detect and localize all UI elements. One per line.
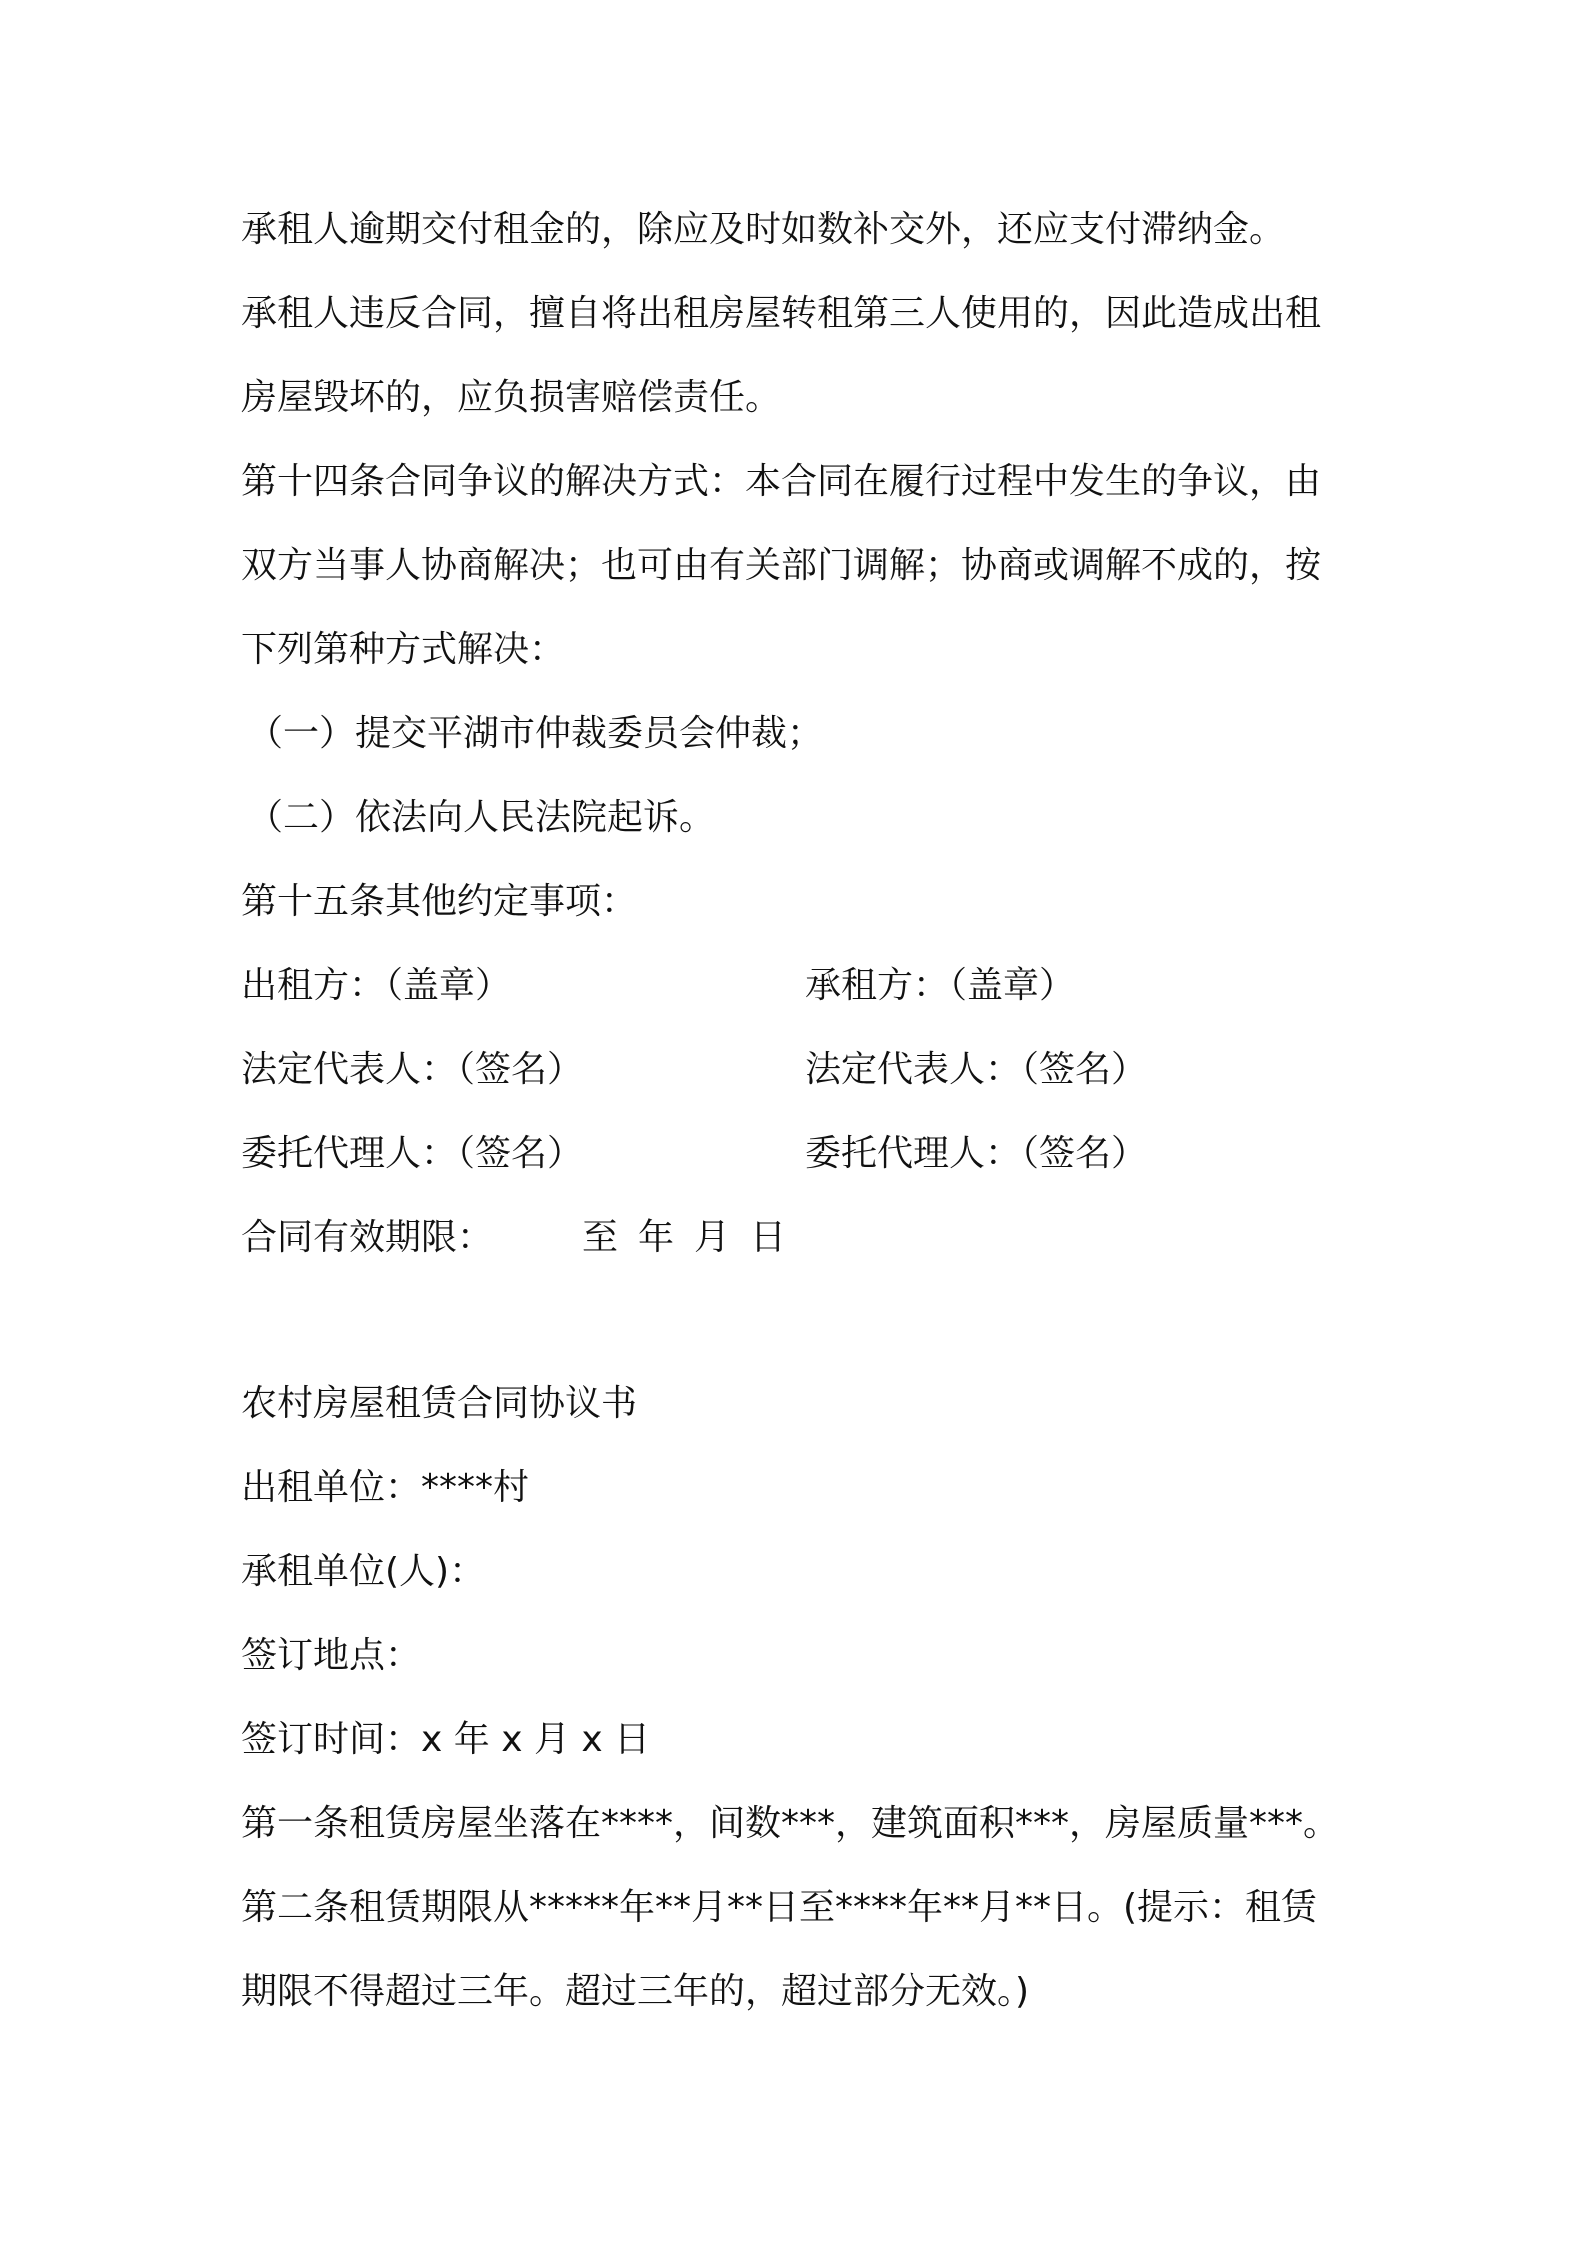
validity-day: 日 xyxy=(750,1217,787,1258)
article-15: 第十五条其他约定事项： xyxy=(241,881,638,922)
lessor-unit: 出租单位：****村 xyxy=(241,1467,530,1508)
article-2-line1: 第二条租赁期限从*****年**月**日至****年**月**日。(提示：租赁 xyxy=(241,1887,1318,1928)
validity-to: 至 xyxy=(582,1217,619,1258)
lessor-representative-label: 法定代表人：（签名） xyxy=(241,1049,584,1090)
option-arbitration: （一）提交平湖市仲裁委员会仲裁； xyxy=(247,713,824,754)
signing-time: 签订时间：x 年 x 月 x 日 xyxy=(241,1719,651,1760)
lessor-agent-label: 委托代理人：（签名） xyxy=(241,1133,584,1174)
validity-month: 月 xyxy=(694,1217,731,1258)
paragraph-sublease-line1: 承租人违反合同，擅自将出租房屋转租第三人使用的，因此造成出租 xyxy=(241,293,1322,334)
lessee-seal-label: 承租方：（盖章） xyxy=(805,965,1076,1006)
article-14-line3: 下列第种方式解决： xyxy=(241,629,566,670)
article-14-line1: 第十四条合同争议的解决方式：本合同在履行过程中发生的争议，由 xyxy=(241,461,1322,502)
article-1: 第一条租赁房屋坐落在****，间数***，建筑面积***，房屋质量***。 xyxy=(241,1803,1340,1844)
paragraph-sublease-line2: 房屋毁坏的，应负损害赔偿责任。 xyxy=(241,377,782,418)
lessee-unit: 承租单位(人)： xyxy=(241,1551,486,1592)
article-2-line2: 期限不得超过三年。超过三年的，超过部分无效。) xyxy=(241,1971,1030,2012)
lessee-representative-label: 法定代表人：（签名） xyxy=(805,1049,1148,1090)
paragraph-late-rent: 承租人逾期交付租金的，除应及时如数补交外，还应支付滞纳金。 xyxy=(241,209,1286,250)
lessor-seal-label: 出租方：（盖章） xyxy=(241,965,512,1006)
validity-label: 合同有效期限： xyxy=(241,1217,494,1258)
second-contract-title: 农村房屋租赁合同协议书 xyxy=(241,1383,638,1424)
lessee-agent-label: 委托代理人：（签名） xyxy=(805,1133,1148,1174)
validity-year: 年 xyxy=(638,1217,675,1258)
article-14-line2: 双方当事人协商解决；也可由有关部门调解；协商或调解不成的，按 xyxy=(241,545,1322,586)
signing-place: 签订地点： xyxy=(241,1635,422,1676)
option-court: （二）依法向人民法院起诉。 xyxy=(247,797,716,838)
